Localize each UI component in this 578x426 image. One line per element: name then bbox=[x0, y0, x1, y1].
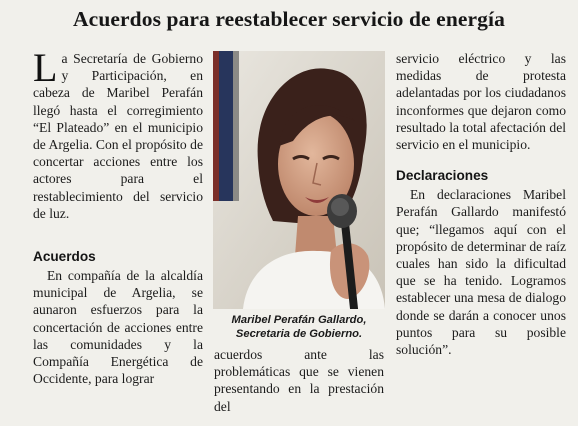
article-column-3 bbox=[396, 50, 566, 358]
article-column-2-text bbox=[214, 346, 384, 415]
continuation-paragraph-2: servicio eléctrico y las medidas de protesta adelantadas por los ciudadanos inconformes que dejaron como resultado la total afectación del servicio en el municipio. bbox=[396, 51, 566, 153]
caption-line-2: Secretaria de Gobierno. bbox=[235, 328, 363, 340]
article-headline: Acuerdos para reestablecer servicio de energía bbox=[73, 7, 505, 31]
continuation-paragraph: acuerdos ante las problemáticas que se vienen presentando en la prestación del bbox=[214, 347, 384, 414]
subheading-declaraciones: Declaraciones bbox=[396, 168, 489, 184]
article-column-1 bbox=[33, 45, 203, 387]
intro-text: a Secretaría de Gobierno y Participación, en cabeza de Maribel Perafán llegó hasta el corregimiento “El Plateado” en el municipio de Argelia. Con el propósito de concertar acciones entre los actores para el restablecimiento del servicio de luz. bbox=[33, 51, 203, 221]
intro-paragraph bbox=[33, 45, 203, 222]
caption-line-1: Maribel Perafán Gallardo, bbox=[231, 314, 367, 326]
acuerdos-paragraph: En compañía de la alcaldía municipal de Argelia, se aunaron esfuerzos para la concertación de acciones entre las comunidades y la Compañía Energética de Occidente, para lograr bbox=[33, 268, 203, 387]
portrait-photo bbox=[213, 51, 385, 309]
drop-cap: L bbox=[33, 45, 58, 90]
photo-caption bbox=[213, 313, 385, 341]
subheading-acuerdos: Acuerdos bbox=[33, 249, 96, 265]
declaraciones-paragraph: En declaraciones Maribel Perafán Gallardo manifestó que; “llegamos aquí con el propósito de determinar de raíz cuales han sido la dificultad que se ha tenido. Logramos establecer una mesa de dialogo donde se darán a conocer unos puntos para su posible solución”. bbox=[396, 187, 566, 358]
